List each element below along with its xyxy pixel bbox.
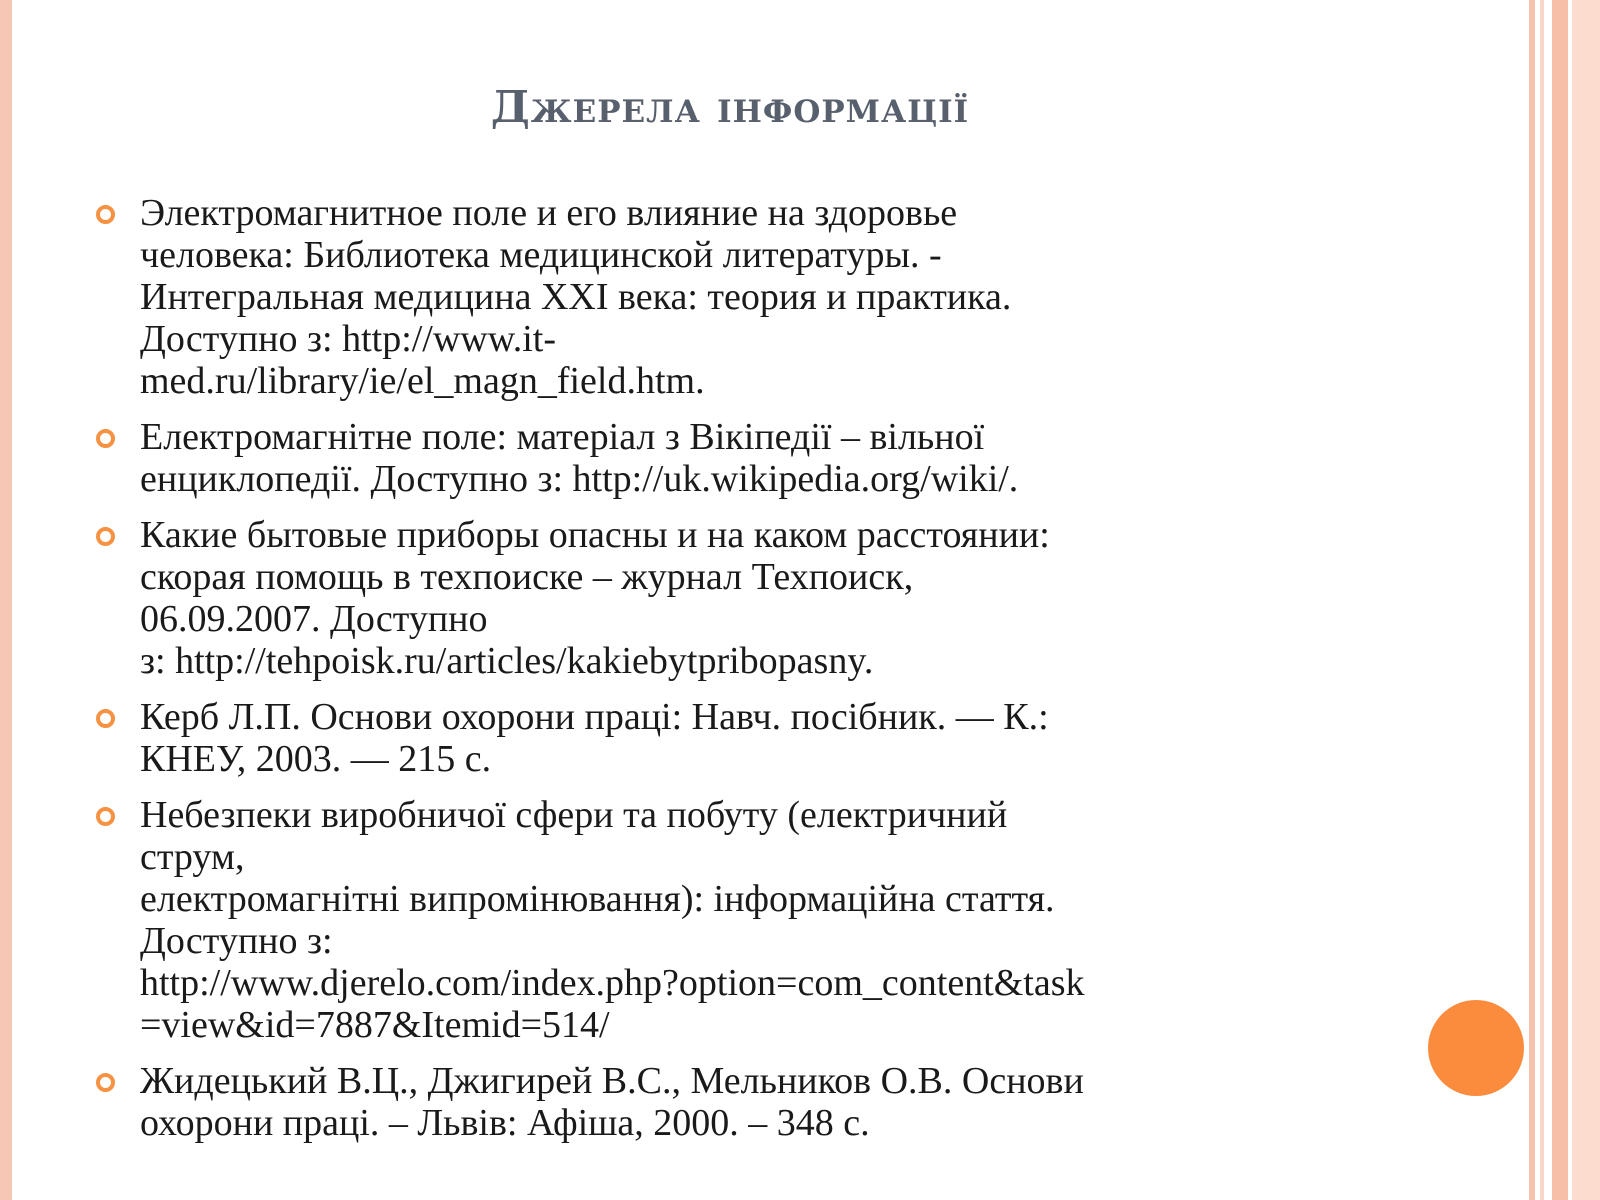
right-border-stripe <box>1540 0 1544 1200</box>
reference-item <box>0 514 1500 682</box>
ring-bullet-icon <box>96 527 115 546</box>
ring-bullet-icon <box>96 429 115 448</box>
ring-bullet-icon <box>96 807 115 826</box>
reference-item <box>0 696 1500 780</box>
reference-item <box>0 192 1500 402</box>
right-border-stripe <box>1529 0 1535 1200</box>
reference-text: Керб Л.П. Основи охорони праці: Навч. посібник. — К.: КНЕУ, 2003. — 215 с. <box>140 696 1049 780</box>
reference-item <box>0 1060 1500 1144</box>
right-border-stripe <box>1552 0 1568 1200</box>
slide-title: Джерела інформації <box>490 82 970 133</box>
reference-item <box>0 416 1500 500</box>
reference-text: Небезпеки виробничої сфери та побуту (електричний струм, електромагнітні випромінювання): інформаційна стаття. Доступно з: http://www.djerelo.com/index.php?option=com_content&task =view&id=7887&Itemid=514/ <box>140 794 1085 1046</box>
right-border-stripe <box>1572 0 1600 1200</box>
ring-bullet-icon <box>96 709 115 728</box>
ring-bullet-icon <box>96 1073 115 1092</box>
reference-text: Електромагнітне поле: матеріал з Вікіпедії – вільної енциклопедії. Доступно з: http://uk.wikipedia.org/wiki/. <box>140 416 1019 500</box>
reference-text: Жидецький В.Ц., Джигирей В.С., Мельников О.В. Основи охорони праці. – Львів: Афіша, 2000. – 348 с. <box>140 1060 1084 1144</box>
reference-text: Электромагнитное поле и его влияние на здоровье человека: Библиотека медицинской литературы. - Интегральная медицина XXI века: теория и практика. Доступно з: http://www.it- med.ru/library/ie/el_magn_field.htm. <box>140 192 1012 402</box>
reference-list <box>0 192 1500 1158</box>
decorative-orange-circle <box>1428 1000 1524 1096</box>
reference-text: Какие бытовые приборы опасны и на каком расстоянии: скорая помощь в техпоиске – журнал Техпоиск, 06.09.2007. Доступно з: http://tehpoisk.ru/articles/kakiebytpribopasny. <box>140 514 1050 682</box>
reference-item <box>0 794 1500 1046</box>
ring-bullet-icon <box>96 205 115 224</box>
